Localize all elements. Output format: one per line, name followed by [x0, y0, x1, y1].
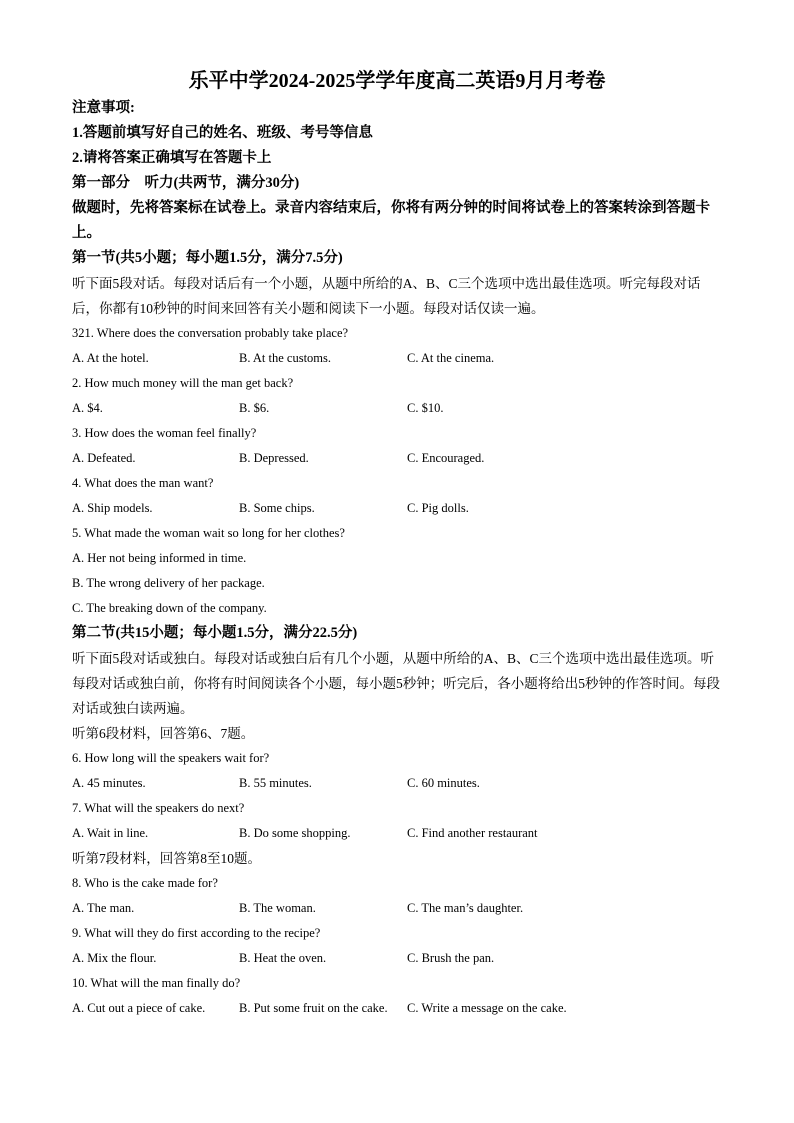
question-6-stem: 6. How long will the speakers wait for?	[72, 751, 270, 765]
question-10-option-b: B. Put some fruit on the cake.	[239, 1001, 388, 1015]
question-7-option-c: C. Find another restaurant	[407, 826, 538, 840]
question-5-option-a: A. Her not being informed in time.	[72, 551, 247, 565]
part1-instruction: 做题时，先将答案标在试卷上。录音内容结束后，你将有两分钟的时间将试卷上的答案转涂到答题卡上。	[72, 200, 710, 241]
question-3-option-b: B. Depressed.	[239, 451, 309, 465]
question-7-stem: 7. What will the speakers do next?	[72, 801, 245, 815]
question-7-option-b: B. Do some shopping.	[239, 826, 351, 840]
question-2-options	[72, 396, 722, 421]
question-8-options	[72, 896, 722, 921]
question-3-option-c: C. Encouraged.	[407, 451, 485, 465]
notice-heading: 注意事项:	[72, 100, 135, 116]
question-6-option-c: C. 60 minutes.	[407, 776, 480, 790]
question-2-stem: 2. How much money will the man get back?	[72, 376, 294, 390]
section1-instruction: 听下面5段对话。每段对话后有一个小题，从题中所给的A、B、C三个选项中选出最佳选项。听完每段对话后，你都有10秒钟的时间来回答有关小题和阅读下一小题。每段对话仅读一遍。	[72, 276, 701, 316]
question-3-stem: 3. How does the woman feel finally?	[72, 426, 257, 440]
section2-heading: 第二节(共15小题；每小题1.5分，满分22.5分)	[72, 625, 358, 641]
question-2-option-a: A. $4.	[72, 401, 103, 415]
question-6-option-b: B. 55 minutes.	[239, 776, 312, 790]
question-7-options	[72, 821, 722, 846]
question-8-option-b: B. The woman.	[239, 901, 316, 915]
question-8-stem: 8. Who is the cake made for?	[72, 876, 218, 890]
question-5-option-c: C. The breaking down of the company.	[72, 601, 267, 615]
part1-heading: 第一部分 听力(共两节，满分30分)	[72, 175, 300, 191]
question-1-option-b: B. At the customs.	[239, 351, 332, 365]
exam-title: 乐平中学2024-2025学学年度高二英语9月月考卷	[188, 70, 606, 92]
question-4-option-b: B. Some chips.	[239, 501, 315, 515]
question-2-option-c: C. $10.	[407, 401, 444, 415]
question-1-option-c: C. At the cinema.	[407, 351, 495, 365]
question-10-stem: 10. What will the man finally do?	[72, 976, 241, 990]
question-2-option-b: B. $6.	[239, 401, 270, 415]
question-9-option-a: A. Mix the flour.	[72, 951, 157, 965]
question-1-stem: 321. Where does the conversation probably take place?	[72, 326, 349, 340]
question-4-option-c: C. Pig dolls.	[407, 501, 469, 515]
question-1-option-a: A. At the hotel.	[72, 351, 149, 365]
question-4-options	[72, 496, 722, 521]
question-6-options	[72, 771, 722, 796]
material-7-intro: 听第7段材料，回答第8至10题。	[72, 851, 261, 866]
question-4-stem: 4. What does the man want?	[72, 476, 214, 490]
question-5-stem: 5. What made the woman wait so long for her clothes?	[72, 526, 345, 540]
question-10-option-c: C. Write a message on the cake.	[407, 1001, 567, 1015]
question-5-option-b: B. The wrong delivery of her package.	[72, 576, 265, 590]
section1-heading: 第一节(共5小题；每小题1.5分，满分7.5分)	[72, 250, 343, 266]
question-6-option-a: A. 45 minutes.	[72, 776, 146, 790]
question-8-option-a: A. The man.	[72, 901, 135, 915]
question-9-option-c: C. Brush the pan.	[407, 951, 495, 965]
question-9-options	[72, 946, 722, 971]
question-1-options	[72, 346, 722, 371]
question-9-stem: 9. What will they do first according to the recipe?	[72, 926, 321, 940]
question-4-option-a: A. Ship models.	[72, 501, 153, 515]
notice-item-1: 1.答题前填写好自己的姓名、班级、考号等信息	[72, 125, 373, 141]
question-8-option-c: C. The man’s daughter.	[407, 901, 524, 915]
question-7-option-a: A. Wait in line.	[72, 826, 149, 840]
question-9-option-b: B. Heat the oven.	[239, 951, 327, 965]
question-10-options	[72, 996, 722, 1021]
question-10-option-a: A. Cut out a piece of cake.	[72, 1001, 206, 1015]
section2-instruction: 听下面5段对话或独白。每段对话或独白后有几个小题，从题中所给的A、B、C三个选项中选出最佳选项。听每段对话或独白前，你将有时间阅读各个小题，每小题5秒钟；听完后，各小题将给出5秒钟的作答时间。每段对话或独白读两遍。	[72, 651, 720, 716]
notice-item-2: 2.请将答案正确填写在答题卡上	[72, 150, 272, 166]
question-3-option-a: A. Defeated.	[72, 451, 136, 465]
material-6-intro: 听第6段材料，回答第6、7题。	[72, 726, 255, 741]
question-3-options	[72, 446, 722, 471]
